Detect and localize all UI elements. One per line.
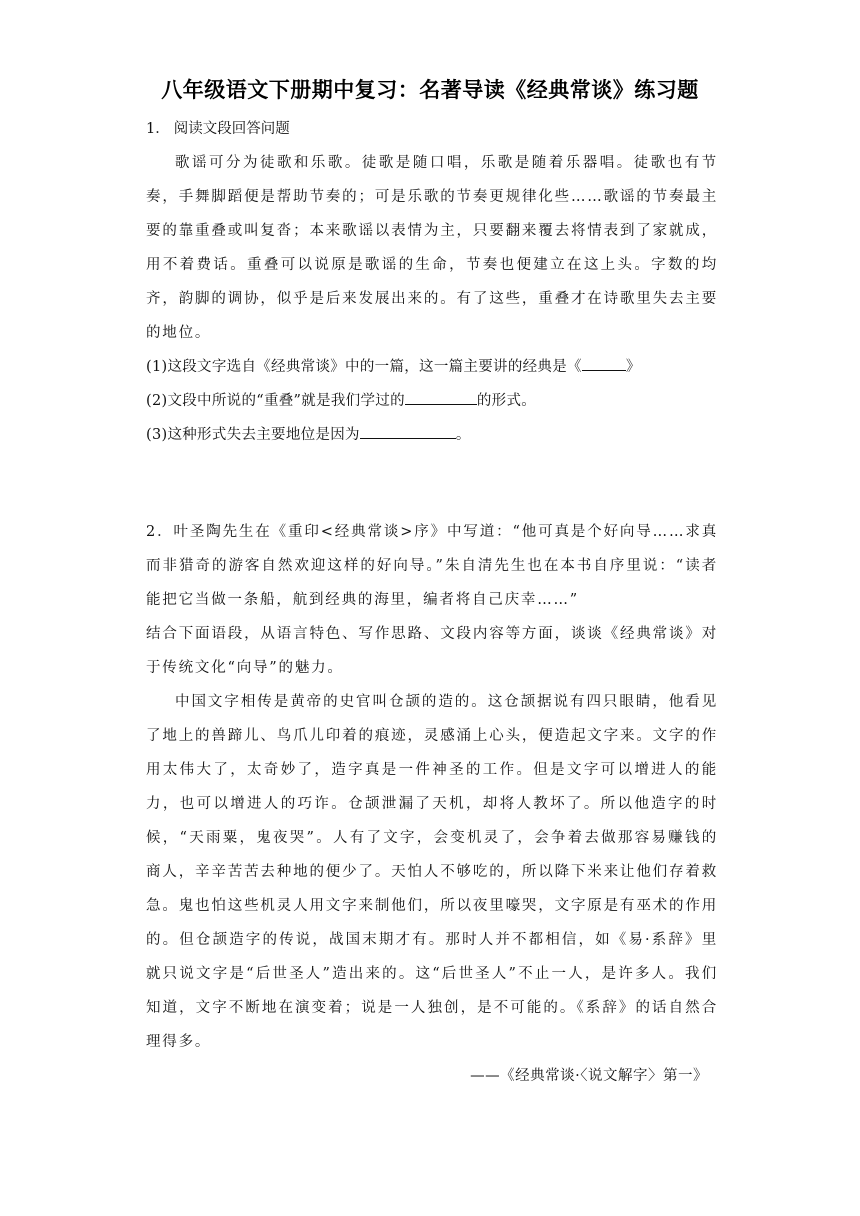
sub-question-text: (3)这种形式失去主要地位是因为	[146, 427, 360, 443]
question-1-header	[146, 112, 718, 146]
passage-source: ——《经典常谈·〈说文解字〉第一》	[470, 1068, 708, 1084]
page-title: 八年级语文下册期中复习：名著导读《经典常谈》练习题	[161, 78, 699, 102]
sub-question-text: (2)文段中所说的“重叠”就是我们学过的	[146, 393, 405, 409]
answer-blank[interactable]	[582, 352, 626, 371]
sub-question-1	[146, 350, 718, 384]
sub-question-text: 》	[625, 359, 641, 375]
sub-question-text: 的形式。	[476, 393, 537, 409]
question-2	[146, 515, 718, 1093]
question-2-intro	[146, 515, 718, 617]
sub-question-3	[146, 418, 718, 452]
passage-text: 中国文字相传是黄帝的史官叫仓颉的造的。这仓颉据说有四只眼睛，他看见了地上的兽蹄儿、鸟爪儿印着的痕迹，灵感涌上心头，便造起文字来。文字的作用太伟大了，太奇妙了，造字真是一件神圣的工作。但是文字可以增进人的能力，也可以增进人的巧诈。仓颉泄漏了天机，却将人教坏了。所以他造字的时候，“天雨粟，鬼夜哭”。人有了文字，会变机灵了，会争着去做那容易赚钱的商人，辛辛苦苦去种地的便少了。天怕人不够吃的，所以降下米来让他们存着救急。鬼也怕这些机灵人用文字来制他们，所以夜里嚎哭，文字原是有巫术的作用的。但仓颉造字的传说，战国末期才有。那时人并不都相信，如《易·系辞》里就只说文字是“后世圣人”造出来的。这“后世圣人”不止一人，是许多人。我们知道，文字不断地在演变着；说是一人独创，是不可能的。《系辞》的话自然合理得多。	[146, 694, 718, 1050]
sub-question-text: 。	[455, 427, 471, 443]
answer-blank[interactable]	[405, 386, 477, 405]
passage-text: 歌谣可分为徒歌和乐歌。徒歌是随口唱，乐歌是随着乐器唱。徒歌也有节奏，手舞脚蹈便是帮助节奏的；可是乐歌的节奏更规律化些……歌谣的节奏最主要的靠重叠或叫复沓；本来歌谣以表情为主，只要翻来覆去将情表到了家就成，用不着费话。重叠可以说原是歌谣的生命，节奏也便建立在这上头。字数的均齐，韵脚的调协，似乎是后来发展出来的。有了这些，重叠才在诗歌里失去主要的地位。	[146, 155, 718, 341]
question-intro-text: 叶圣陶先生在《重印<经典常谈>序》中写道：“他可真是个好向导……求真而非猎奇的游客自然欢迎这样的好向导。”朱自清先生也在本书自序里说：“读者能把它当做一条船，航到经典的海里，编者将自己庆幸……”	[146, 524, 718, 608]
question-prompt: 阅读文段回答问题	[173, 121, 290, 137]
sub-question-2	[146, 384, 718, 418]
question-number: 1．	[146, 121, 170, 137]
sub-question-text: (1)这段文字选自《经典常谈》中的一篇，这一篇主要讲的经典是《	[146, 359, 582, 375]
question-1	[146, 112, 718, 452]
question-number: 2．	[146, 524, 174, 540]
question-task: 结合下面语段，从语言特色、写作思路、文段内容等方面，谈谈《经典常谈》对于传统文化“向导”的魅力。	[146, 626, 718, 676]
answer-blank[interactable]	[360, 420, 456, 439]
